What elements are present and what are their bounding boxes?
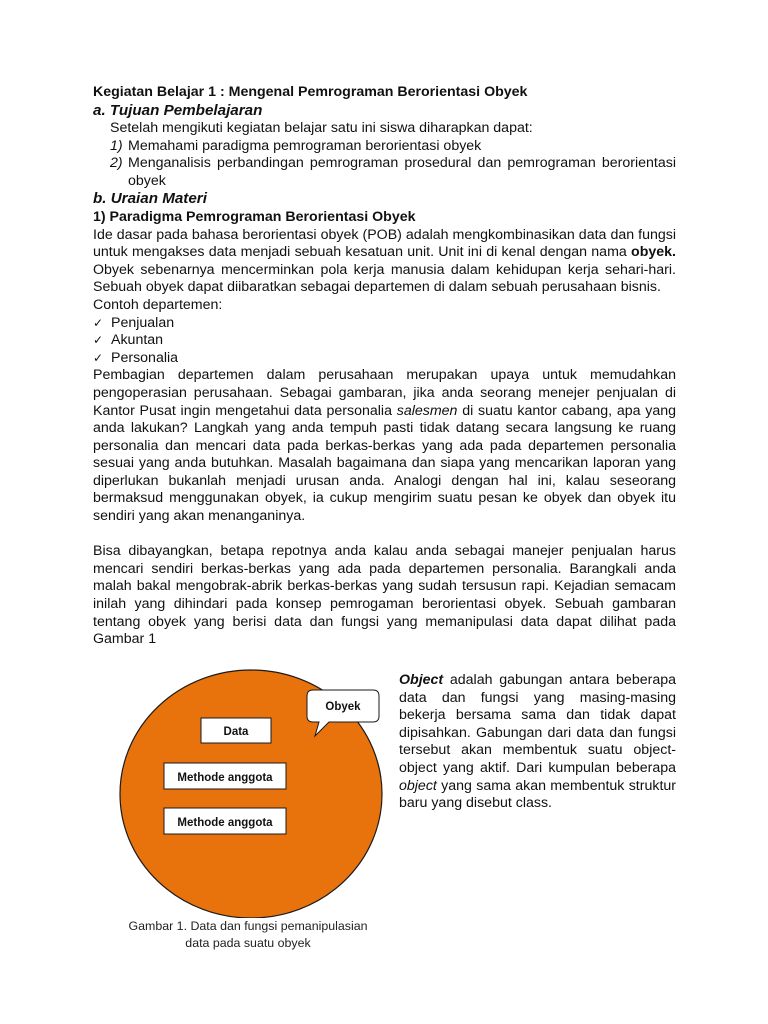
paragraph-1-line-2	[93, 244, 676, 262]
section-a-title: a. Tujuan Pembelajaran	[93, 101, 263, 119]
paragraph-1-line-2-text: untuk mengakses data menjadi sebuah kesatuan unit. Unit ini di kenal dengan nama	[93, 244, 632, 261]
paragraph-2-line-5: personalia dan mencari data pada berkas-berkas yang ada pada departemen personalia	[93, 437, 676, 454]
paragraph-3-line-5: tentang obyek yang berisi data dan fungsi yang memanipulasi data dapat dilihat pada	[93, 613, 676, 630]
figure-caption-line-1: Gambar 1. Data dan fungsi pemanipulasian	[128, 919, 368, 933]
department-label: Personalia	[111, 349, 179, 366]
method-box-2-label: Methode anggota	[177, 817, 273, 829]
side-line-3: bekerja bersama sama dan tidak dapat	[399, 707, 676, 724]
paragraph-2-line-6: sesuai yang anda butuhkan. Masalah bagaimana dan siapa yang mencarikan laporan yang	[93, 455, 676, 472]
figure-caption	[93, 918, 403, 952]
object-diagram	[93, 668, 403, 918]
paragraph-1-line-1: Ide dasar pada bahasa berorientasi obyek (POB) adalah mengkombinasikan data dan fungsi	[93, 226, 676, 243]
side-line-1	[399, 672, 676, 690]
section-a-intro: Setelah mengikuti kegiatan belajar satu ini siswa diharapkan dapat:	[110, 120, 533, 137]
obyek-term: obyek.	[631, 244, 676, 261]
method-box-1	[164, 763, 286, 789]
check-icon: ✓	[93, 333, 104, 348]
document-body	[93, 84, 676, 649]
paragraph-1-line-3: Obyek sebenarnya mencerminkan pola kerja manusia dalam kehidupan kerja sehari-hari.	[93, 261, 676, 278]
section-b-title: b. Uraian Materi	[93, 190, 207, 208]
paragraph-2-line-1: Pembagian departemen dalam perusahaan merupakan upaya untuk memudahkan	[93, 367, 676, 384]
object-description	[399, 672, 676, 813]
salesmen-term: salesmen	[396, 402, 458, 419]
department-item	[93, 315, 676, 333]
objective-number-1: 1)	[110, 137, 123, 154]
check-icon: ✓	[93, 350, 104, 365]
paragraph-3-line-4: inilah yang dihindari pada konsep pemrogaman berorientasi obyek. Sebuah gambaran	[93, 596, 676, 613]
objective-text-2b: obyek	[128, 172, 166, 189]
side-line-7	[399, 778, 676, 796]
paragraph-3-line-2: mencari sendiri berkas-berkas yang ada pada departemen personalia. Barangkali anda	[93, 560, 676, 577]
side-line-8: baru yang disebut class.	[399, 795, 553, 812]
paragraph-2-line-4: anda lakukan? Langkah yang anda tempuh pasti tidak datang secara langsung ke ruang	[93, 420, 676, 437]
paragraph-3-line-6: Gambar 1	[93, 631, 157, 648]
method-box-1-label: Methode anggota	[177, 772, 273, 784]
paragraph-3-line-1: Bisa dibayangkan, betapa repotnya anda kalau anda sebagai manejer penjualan harus	[93, 543, 676, 560]
object-term-2: object	[399, 777, 437, 794]
objective-item-2	[93, 155, 676, 173]
paragraph-2-line-9: sendiri yang akan menanganinya.	[93, 508, 306, 525]
department-label: Akuntan	[111, 332, 164, 349]
side-line-5: tersebut akan membentuk suatu object-	[399, 742, 676, 759]
callout-label: Obyek	[325, 701, 361, 713]
data-box-label: Data	[223, 726, 249, 738]
paragraph-3-line-3: malah bakal mengobrak-abrik berkas-berkas yang sudah tersusun rapi. Kejadian semacam	[93, 578, 676, 595]
side-line-2: data dan fungsi yang masing-masing	[399, 689, 676, 706]
object-term: Object	[399, 672, 444, 688]
paragraph-2-line-7: diperlukan bukanlah menjadi urusan anda. Analogi dengan hal ini, kalau seseorang	[93, 472, 676, 489]
paragraph-2-line-3a: Kantor Pusat ingin mengetahui data personalia	[93, 402, 397, 419]
side-line-6: object yang aktif. Dari kumpulan beberapa	[399, 759, 676, 776]
side-line-1-text: adalah gabungan antara beberapa	[443, 672, 676, 688]
paragraph-1-line-4: Sebuah obyek dapat diibaratkan sebagai departemen di dalam sebuah perusahaan bisnis.	[93, 279, 661, 296]
paragraph-2-line-3c: di suatu kantor cabang, apa yang	[457, 402, 676, 419]
side-line-7-text: yang sama akan membentuk struktur	[436, 777, 676, 794]
department-item	[93, 350, 676, 368]
paragraph-2-line-3	[93, 403, 676, 421]
figure-section	[93, 668, 676, 958]
page-title: Kegiatan Belajar 1 : Mengenal Pemrograman Berorientasi Obyek	[93, 84, 528, 100]
department-label: Penjualan	[111, 314, 175, 331]
paragraph-2-line-8: bermaksud menggunakan obyek, ia cukup mengirim suatu pesan ke obyek dan obyek itu	[93, 490, 676, 507]
objective-number-2: 2)	[110, 155, 123, 172]
objective-text-1: Memahami paradigma pemrograman berorientasi obyek	[128, 137, 482, 154]
objective-item-1	[93, 138, 676, 156]
paragraph-1-line-5: Contoh departemen:	[93, 296, 223, 313]
paragraph-2-line-2: pengoperasian perusahaan. Sebagai gambaran, jika anda seorang menejer penjualan di	[93, 384, 676, 401]
check-icon: ✓	[93, 315, 104, 330]
department-item	[93, 332, 676, 350]
figure-caption-line-2: data pada suatu obyek	[185, 936, 311, 950]
data-box	[201, 718, 271, 743]
side-line-4: dipisahkan. Gabungan dari data dan fungsi	[399, 724, 676, 741]
objective-text-2a: Menganalisis perbandingan pemrograman prosedural dan pemrograman berorientasi	[128, 155, 676, 172]
section-b-subtitle: 1) Paradigma Pemrograman Berorientasi Obyek	[93, 208, 416, 225]
method-box-2	[164, 808, 286, 834]
